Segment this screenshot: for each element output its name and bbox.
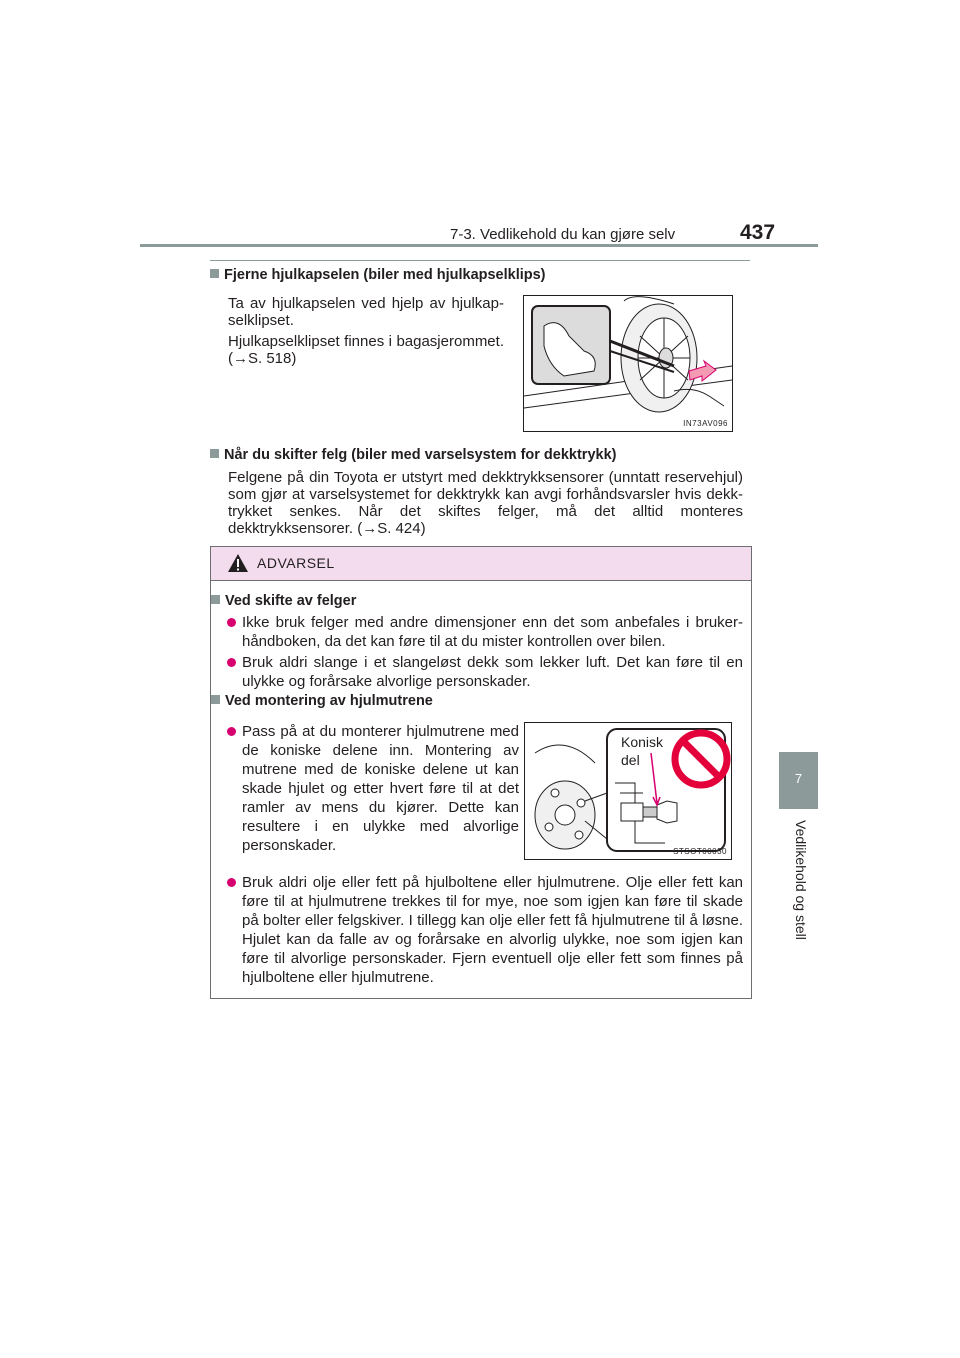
hubcap-figure <box>523 295 733 432</box>
conical-part-label: Konisk del <box>621 734 664 768</box>
bullet-dot-icon <box>227 727 236 736</box>
warning-triangle-icon <box>227 553 249 573</box>
list-item <box>227 722 519 855</box>
heading-text: Fjerne hjulkapselen (biler med hjulkapselklips) <box>224 267 546 283</box>
header-rule <box>140 244 818 247</box>
heading-text: Ved skifte av felger <box>225 593 357 609</box>
warning-header <box>211 547 751 581</box>
bullet-text: Ikke bruk felger med andre dimensjoner enn det som anbefales i bruker-håndboken, da det kan føre til at du mister kontrollen over bilen. <box>242 614 743 650</box>
bullet-dot-icon <box>227 658 236 667</box>
list-item <box>227 653 743 691</box>
content-rule <box>210 260 750 261</box>
figure-code: IN73AV096 <box>683 419 728 428</box>
rim-para: Felgene på din Toyota er utstyrt med dekktrykksensorer (unntatt reservehjul) som gjør at varselsystemet for dekktrykk kan avgi forhåndsvarsler hvis dekk-trykket senkes. Når det skiftes felger, må det alltid monteres dekktrykksensorer. (→S. 424) <box>228 469 743 537</box>
chapter-label: Vedlikehold og stell <box>793 820 809 940</box>
square-bullet-icon <box>210 269 219 278</box>
section-heading-hubcap <box>210 267 546 283</box>
square-bullet-icon <box>211 595 220 604</box>
section-heading-rim <box>210 447 616 463</box>
chapter-tab: 7 <box>779 752 818 809</box>
bullet-dot-icon <box>227 618 236 627</box>
bullet-dot-icon <box>227 878 236 887</box>
figure-code: STSOT00030 <box>673 847 727 856</box>
bullet-text: Bruk aldri olje eller fett på hjulboltene eller hjulmutrene. Olje eller fett kan føre til at hjulmutrene trekkes til for mye, noe som igjen kan føre til skade på bolter eller felgskiver. I tillegg kan olje eller fett få hjulmutrene til å løsne. Hjulet kan da falle av og forårsake en alvorlig ulykke, noe som igjen kan føre til alvorlige personskader. Fjern eventuell olje eller fett som finnes på hjulboltene eller hjulmutrene. <box>242 874 743 986</box>
wheel-hubcap-illustration <box>524 296 732 431</box>
bullet-text: Bruk aldri slange i et slangeløst dekk som lekker luft. Det kan føre til en ulykke og forårsake alvorlige personskader. <box>242 654 743 690</box>
heading-text: Ved montering av hjulmutrene <box>225 693 433 709</box>
warning-title: ADVARSEL <box>257 555 335 571</box>
bullet-text: Pass på at du monterer hjulmutrene med de koniske delene inn. Montering av mutrene med de koniske delene ut kan skade hjulet og etter hvert føre til at det ramler av mens du kjører. Dette kan resultere i en ulykke med alvorlige personskader. <box>242 723 519 854</box>
page-number: 437 <box>740 221 776 244</box>
square-bullet-icon <box>211 695 220 704</box>
warning-group-heading-nuts <box>211 693 433 709</box>
warning-group-heading-rims <box>211 593 356 609</box>
section-title: 7-3. Vedlikehold du kan gjøre selv <box>450 226 676 243</box>
heading-text: Når du skifter felg (biler med varselsystem for dekktrykk) <box>224 447 617 463</box>
warning-box <box>210 546 752 999</box>
hubcap-para-1: Ta av hjulkapselen ved hjelp av hjulkap-selklipset. <box>228 295 504 329</box>
list-item <box>227 613 743 651</box>
wheel-nut-figure <box>524 722 732 860</box>
list-item <box>227 873 743 987</box>
square-bullet-icon <box>210 449 219 458</box>
hubcap-para-2: Hjulkapselklipset finnes i bagasjerommet. (→S. 518) <box>228 333 504 367</box>
